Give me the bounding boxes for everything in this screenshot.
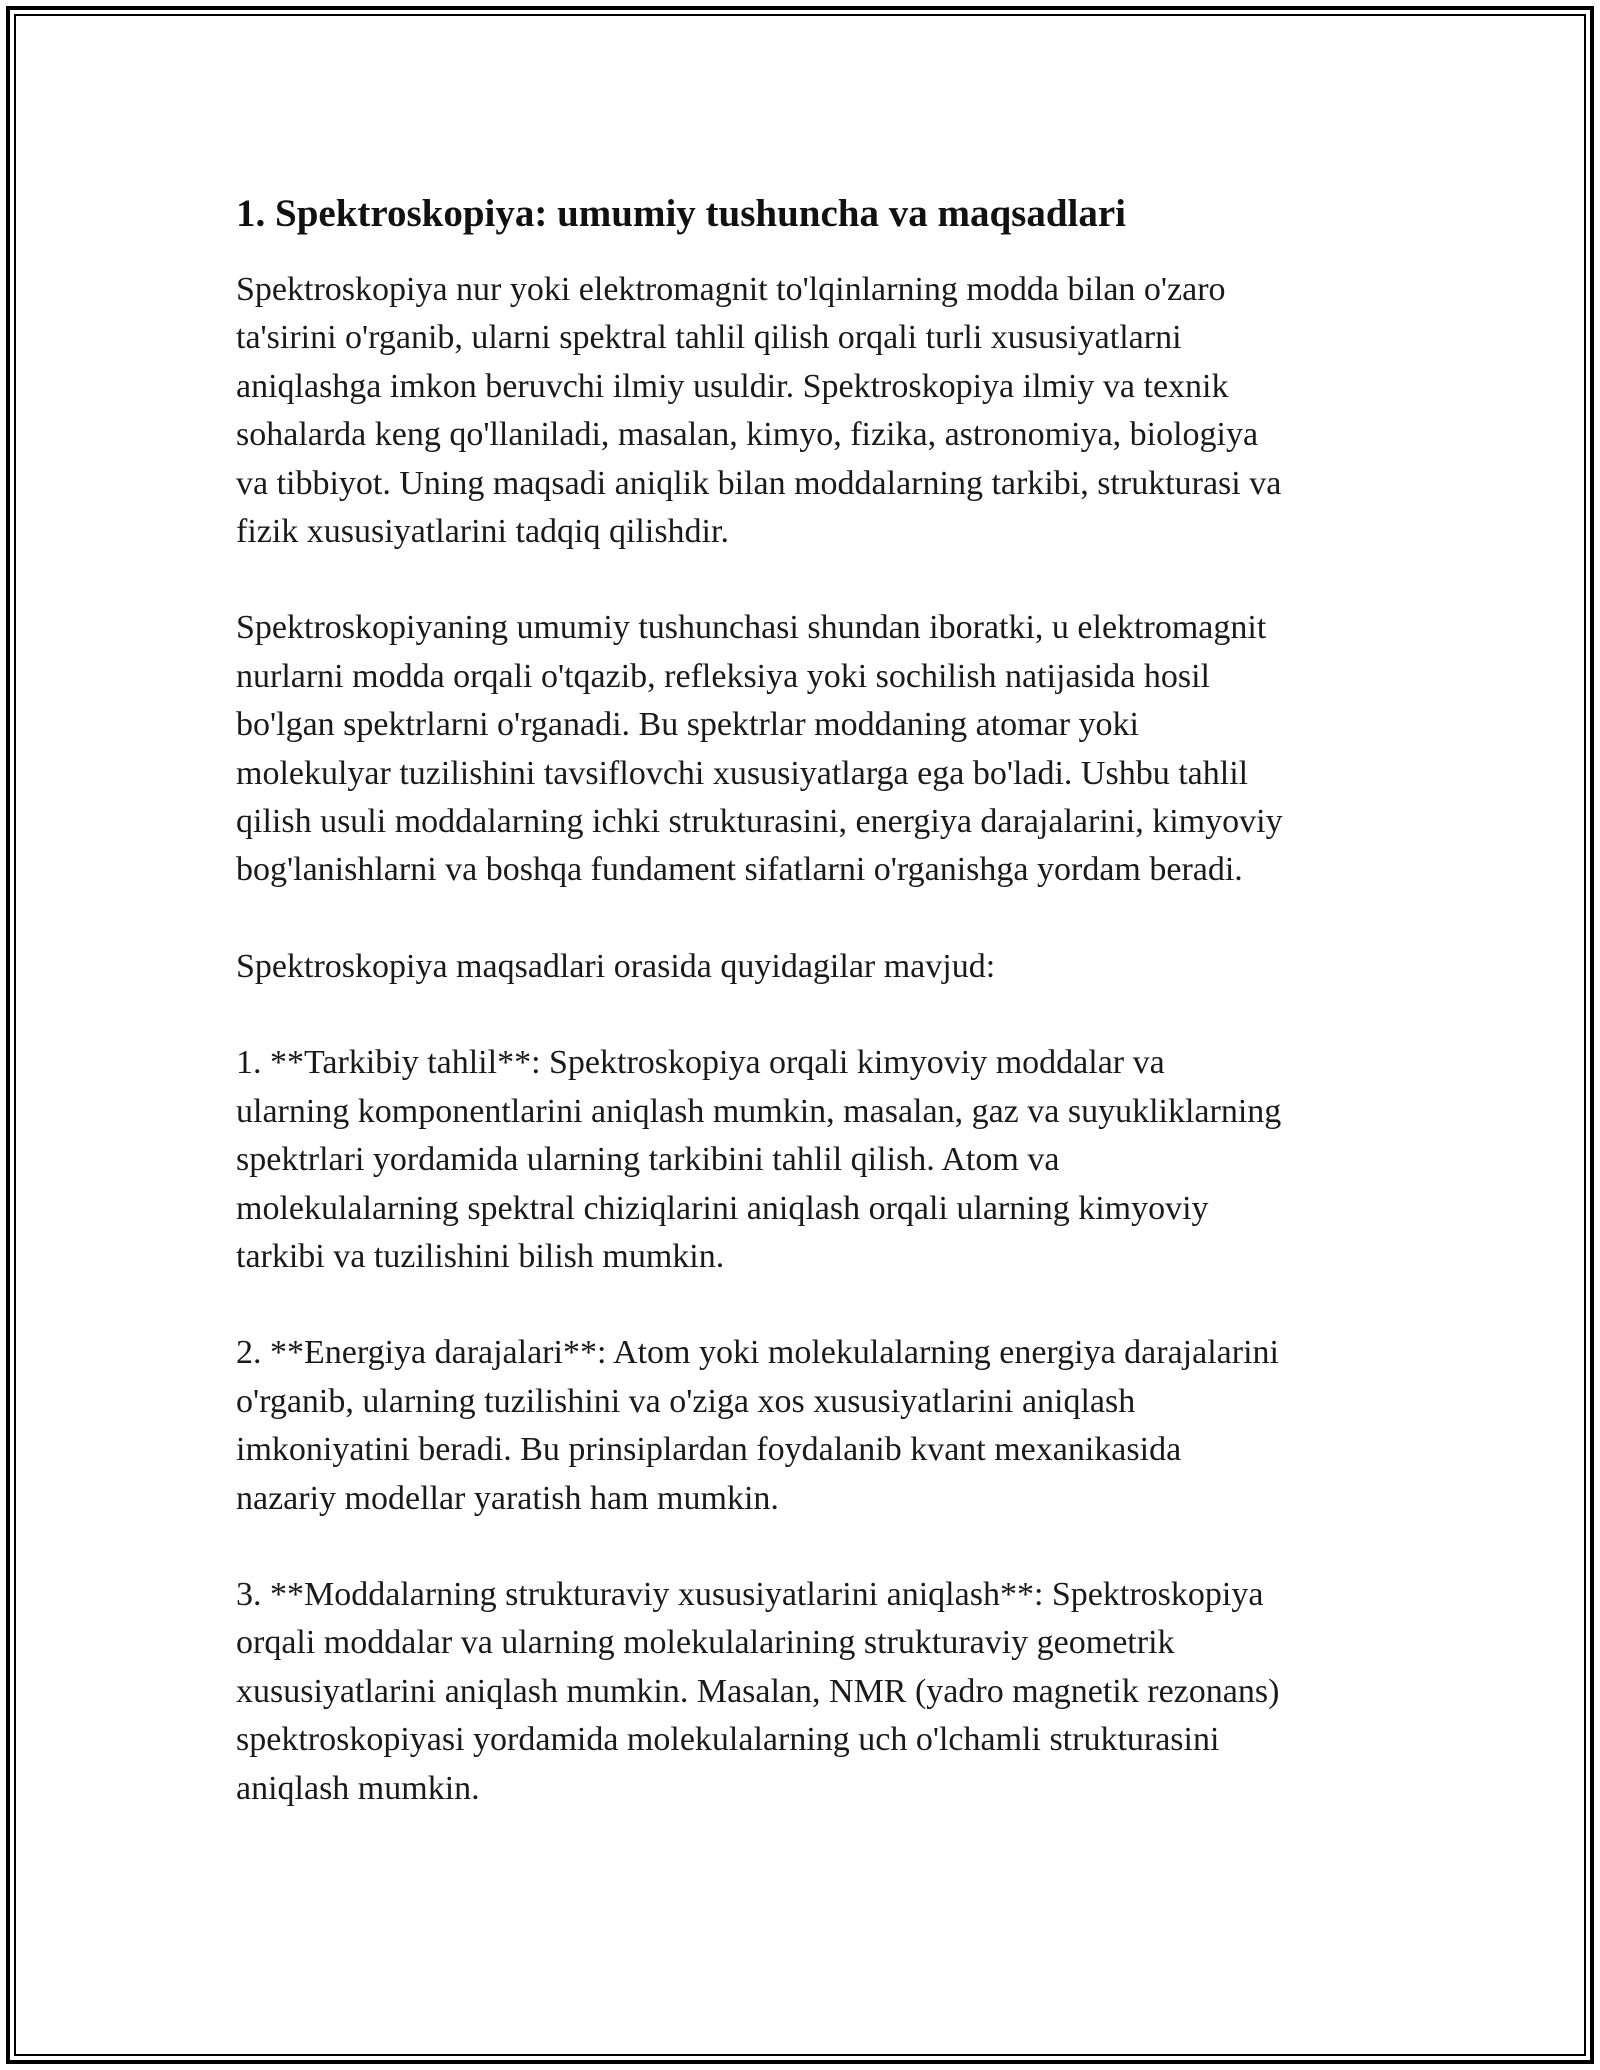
paragraph-intro: Spektroskopiya nur yoki elektromagnit to'lqinlarning modda bilan o'zaro ta'sirini o'rganib, ularni spektral tahlil qilish orqali turli xususiyatlarni aniqlashga imkon beruvchi ilmiy usuldir. Spektroskopiya ilmiy va texnik sohalarda keng qo'llaniladi, masalan, kimyo, fizika, astronomiya, biologiya va tibbiyot. Uning maqsadi aniqlik bilan moddalarning tarkibi, strukturasi va fizik xususiyatlarini tadqiq qilishdir. bbox=[236, 271, 1282, 551]
paragraph-general-concept: Spektroskopiyaning umumiy tushunchasi shundan iboratki, u elektromagnit nurlarni modda orqali o'tqazib, refleksiya yoki sochilish natijasida hosil bo'lgan spektrlarni o'rganadi. Bu spektrlar moddaning atomar yoki molekulyar tuzilishini tavsiflovchi xususiyatlarga ega bo'ladi. Ushbu tahlil qilish usuli moddalarning ichki strukturasini, energiya darajalarini, kimyoviy bog'lanishlarni va boshqa fundament sifatlarni o'rganishga yordam beradi. bbox=[236, 609, 1283, 889]
list-item-energy-levels: 2. **Energiya darajalari**: Atom yoki molekulalarning energiya darajalarini o'rganib, ularning tuzilishini va o'ziga xos xususiyatlarini aniqlash imkoniyatini beradi. Bu prinsiplardan foydalanib kvant mexanikasida nazariy modellar yaratish ham mumkin. bbox=[236, 1334, 1279, 1517]
list-item-composition-analysis: 1. **Tarkibiy tahlil**: Spektroskopiya orqali kimyoviy moddalar va ularning komponentlarini aniqlash mumkin, masalan, gaz va suyukliklarning spektrlari yordamida ularning tarkibini tahlil qilish. Atom va molekulalarning spektral chiziqlarini aniqlash orqali ularning kimyoviy tarkibi va tuzilishini bilish mumkin. bbox=[236, 1044, 1282, 1275]
paragraph-goals-lead: Spektroskopiya maqsadlari orasida quyidagilar mavjud: bbox=[236, 947, 996, 985]
document-body bbox=[236, 188, 1376, 1861]
section-title: 1. Spektroskopiya: umumiy tushuncha va maqsadlari bbox=[236, 192, 1126, 235]
list-item-structural-properties: 3. **Moddalarning strukturaviy xususiyatlarini aniqlash**: Spektroskopiya orqali moddalar va ularning molekulalarining strukturaviy geometrik xususiyatlarini aniqlash mumkin. Masalan, NMR (yadro magnetik rezonans) spektroskopiyasi yordamida molekulalarning uch o'lchamli strukturasini aniqlash mumkin. bbox=[236, 1575, 1280, 1807]
